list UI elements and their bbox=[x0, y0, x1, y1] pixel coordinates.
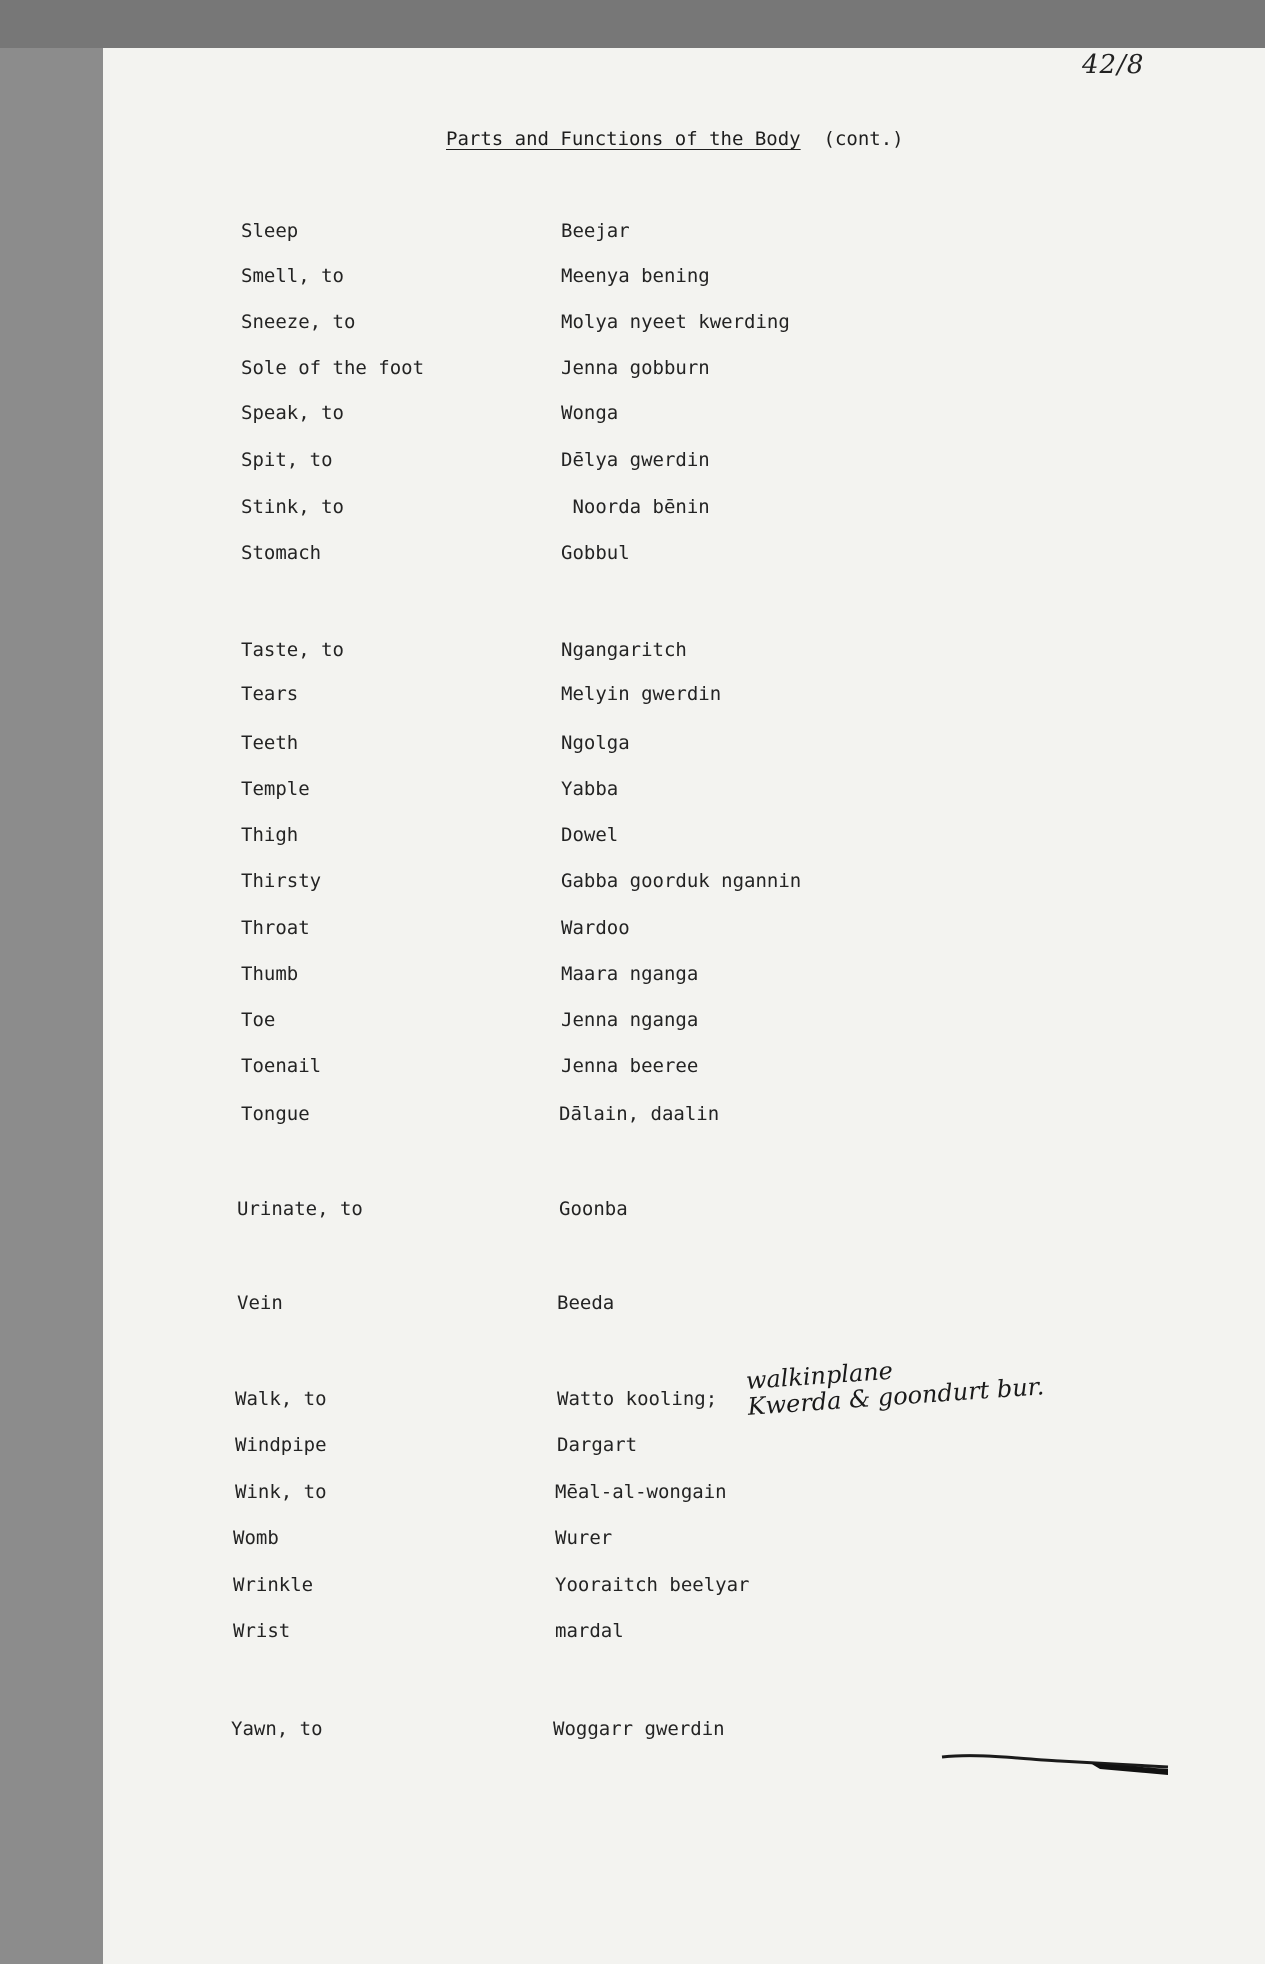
list-item bbox=[0, 639, 1265, 669]
native-term: Beejar bbox=[561, 220, 630, 242]
handwritten-annotation: walkinplane Kwerda & goondurt bur. bbox=[744, 1356, 1045, 1421]
list-item bbox=[0, 732, 1265, 762]
list-item bbox=[0, 357, 1265, 387]
native-term: mardal bbox=[555, 1620, 624, 1642]
native-term: Dowel bbox=[561, 824, 619, 846]
english-term: Sleep bbox=[241, 220, 299, 242]
english-term: Tongue bbox=[241, 1103, 310, 1125]
list-item bbox=[0, 1103, 1265, 1133]
english-term: Womb bbox=[233, 1527, 279, 1549]
english-term: Toenail bbox=[241, 1055, 322, 1077]
english-term: Tears bbox=[241, 683, 299, 705]
list-item bbox=[0, 1434, 1265, 1464]
english-term: Thumb bbox=[241, 963, 299, 985]
list-item bbox=[0, 870, 1265, 900]
english-term: Stomach bbox=[241, 542, 322, 564]
native-term: Ngolga bbox=[561, 732, 630, 754]
english-term: Throat bbox=[241, 917, 310, 939]
list-item bbox=[0, 1620, 1265, 1650]
native-term: Goonba bbox=[559, 1198, 628, 1220]
list-item bbox=[0, 449, 1265, 479]
native-term: Dēlya gwerdin bbox=[561, 449, 710, 471]
page-title bbox=[446, 128, 904, 150]
list-item bbox=[0, 220, 1265, 250]
native-term: Dālain, daalin bbox=[559, 1103, 720, 1125]
native-term: Wardoo bbox=[561, 917, 630, 939]
english-term: Spit, to bbox=[241, 449, 333, 471]
list-item bbox=[0, 1574, 1265, 1604]
title-suffix: (cont.) bbox=[823, 128, 904, 150]
english-term: Stink, to bbox=[241, 496, 344, 518]
english-term: Windpipe bbox=[235, 1434, 327, 1456]
english-term: Walk, to bbox=[235, 1388, 327, 1410]
english-term: Wink, to bbox=[235, 1481, 327, 1503]
english-term: Sole of the foot bbox=[241, 357, 425, 379]
english-term: Yawn, to bbox=[231, 1718, 323, 1740]
list-item bbox=[0, 1292, 1265, 1322]
title-text: Parts and Functions of the Body bbox=[446, 128, 801, 150]
english-term: Sneeze, to bbox=[241, 311, 356, 333]
native-term: Meenya bening bbox=[561, 265, 710, 287]
native-term: Molya nyeet kwerding bbox=[561, 311, 790, 333]
list-item bbox=[0, 496, 1265, 526]
english-term: Wrist bbox=[233, 1620, 291, 1642]
native-term: Noorda bēnin bbox=[561, 496, 710, 518]
english-term: Toe bbox=[241, 1009, 276, 1031]
list-item bbox=[0, 1009, 1265, 1039]
list-item bbox=[0, 1055, 1265, 1085]
english-term: Thigh bbox=[241, 824, 299, 846]
native-term: Yabba bbox=[561, 778, 619, 800]
native-term: Melyin gwerdin bbox=[561, 683, 722, 705]
list-item bbox=[0, 265, 1265, 295]
english-term: Wrinkle bbox=[233, 1574, 314, 1596]
page-number: 42/8 bbox=[1082, 50, 1145, 80]
english-term: Teeth bbox=[241, 732, 299, 754]
list-item bbox=[0, 1198, 1265, 1228]
native-term: Watto kooling; bbox=[557, 1388, 718, 1410]
native-term: Dargart bbox=[557, 1434, 638, 1456]
native-term: Gabba goorduk ngannin bbox=[561, 870, 802, 892]
english-term: Vein bbox=[237, 1292, 283, 1314]
native-term: Beeda bbox=[557, 1292, 615, 1314]
scan-frame bbox=[0, 0, 1265, 48]
native-term: Wurer bbox=[555, 1527, 613, 1549]
native-term: Gobbul bbox=[561, 542, 630, 564]
list-item bbox=[0, 683, 1265, 713]
native-term: Jenna gobburn bbox=[561, 357, 710, 379]
english-term: Taste, to bbox=[241, 639, 344, 661]
native-term: Wonga bbox=[561, 402, 619, 424]
native-term: Maara nganga bbox=[561, 963, 699, 985]
english-term: Urinate, to bbox=[237, 1198, 363, 1220]
list-item bbox=[0, 824, 1265, 854]
list-item bbox=[0, 1718, 1265, 1748]
list-item bbox=[0, 1481, 1265, 1511]
pen-stroke-mark bbox=[940, 1745, 1170, 1775]
list-item bbox=[0, 778, 1265, 808]
english-term: Thirsty bbox=[241, 870, 322, 892]
native-term: Mēal-al-wongain bbox=[555, 1481, 727, 1503]
list-item bbox=[0, 311, 1265, 341]
english-term: Speak, to bbox=[241, 402, 344, 424]
list-item bbox=[0, 917, 1265, 947]
list-item bbox=[0, 542, 1265, 572]
native-term: Woggarr gwerdin bbox=[553, 1718, 725, 1740]
native-term: Jenna nganga bbox=[561, 1009, 699, 1031]
list-item bbox=[0, 963, 1265, 993]
list-item bbox=[0, 1388, 1265, 1418]
native-term: Yooraitch beelyar bbox=[555, 1574, 750, 1596]
english-term: Temple bbox=[241, 778, 310, 800]
native-term: Ngangaritch bbox=[561, 639, 687, 661]
english-term: Smell, to bbox=[241, 265, 344, 287]
list-item bbox=[0, 1527, 1265, 1557]
list-item bbox=[0, 402, 1265, 432]
native-term: Jenna beeree bbox=[561, 1055, 699, 1077]
